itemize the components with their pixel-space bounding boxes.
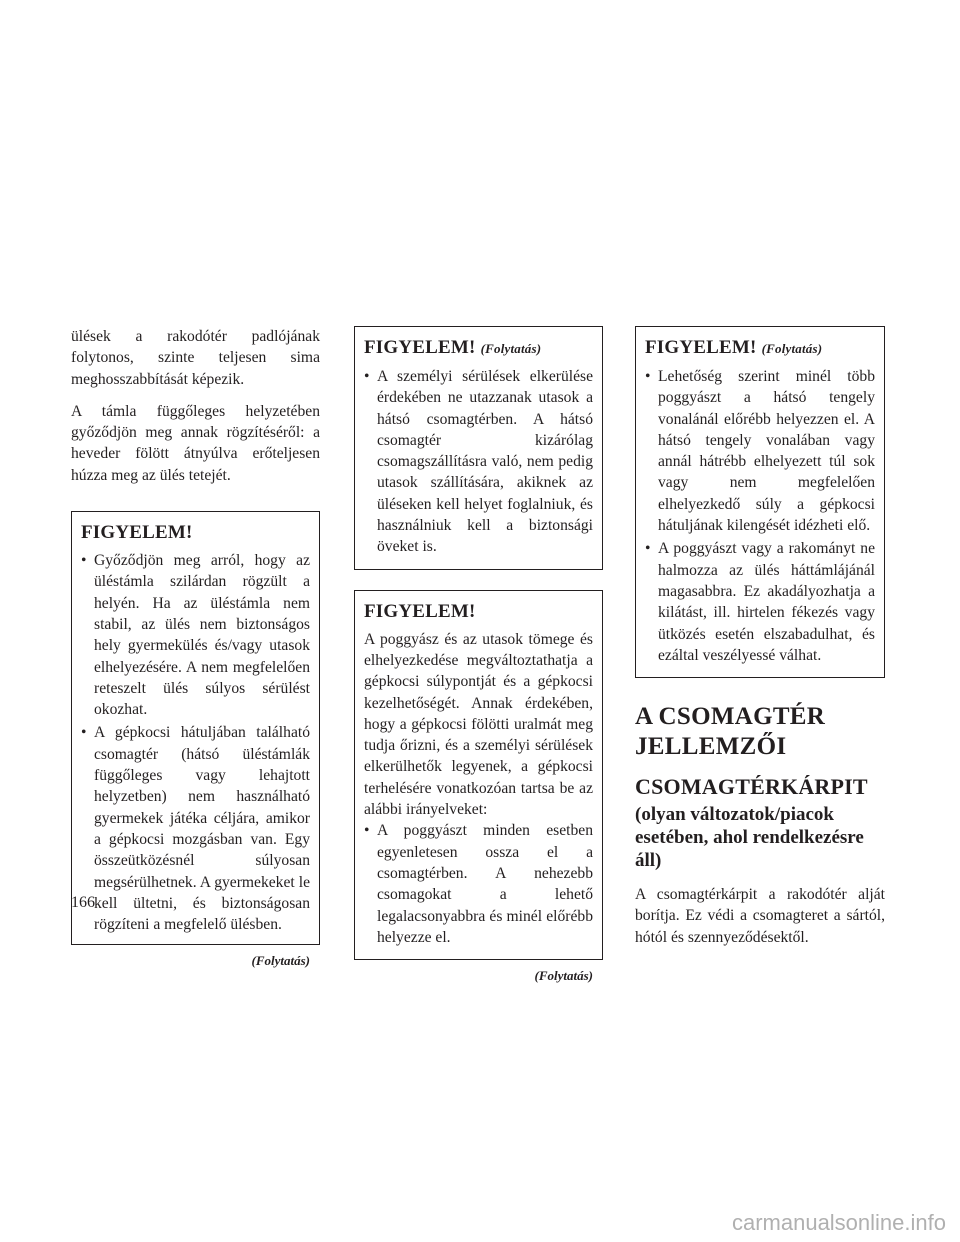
- paragraph-seatback-lock: A támla függőleges helyzetében győződjön meg annak rögzítéséről: a heveder fölött átnyúlva erőteljesen húzza meg az ülés tetejét.: [71, 402, 320, 484]
- subsection-title: CSOMAGTÉRKÁRPIT: [635, 774, 868, 800]
- warning-bullet: • Győződjön meg arról, hogy az üléstámla szilárdan rögzült a helyén. Ha az üléstámla nem stabil, az ülés nem biztonságos hely gyermekülés és/vagy utasok elhelyezésére. A nem megfelelően reteszelt ülés súlyos sérülést okozhat.: [81, 550, 310, 720]
- warning-title: [364, 337, 593, 360]
- warning-bullet: • A poggyászt vagy a rakományt ne halmozza az ülés háttámlájánál magasabbra. Ez akadályozhatja a kilátást, ill. hirtelen fékezés vagy ütközés esetén elszabadulhat, és ezáltal veszélyessé válhat.: [645, 538, 875, 666]
- warning-list: [364, 366, 593, 558]
- warning-bullet: • Lehetőség szerint minél több poggyászt a hátsó tengely vonalánál előrébb helyezzen el. A hátsó tengely vonalában vagy annál hátrébb elhelyezett túl sok vagy nem megfelelően elhelyezkedő súly a gépkocsi hátuljának kilengését idézheti elő.: [645, 366, 875, 536]
- warning-list: [645, 366, 875, 666]
- warning-box-3: [354, 590, 603, 960]
- warning-title-continued: (Folytatás): [761, 341, 823, 356]
- page-number: 166: [71, 894, 95, 911]
- subsection-availability-note: (olyan változatok/piacok esetében, ahol rendelkezésre áll): [635, 804, 864, 872]
- column-left: [71, 326, 320, 972]
- column-middle: [354, 326, 603, 986]
- warning-intro: A poggyász és az utasok tömege és elhelyezkedése megváltoztathatja a gépkocsi súlypontját és a gépkocsi kezelhetőségét. Annak érdekében, hogy a gépkocsi fölötti uralmát meg tudja őrizni, és a személyi sérülések elkerülhetők legyenek, a gépkocsi terhelésére vonatkozóan tartsa be az alábbi irányelveket:: [364, 630, 593, 819]
- warning-box-1: [71, 511, 320, 945]
- warning-title: FIGYELEM!: [364, 600, 476, 622]
- warning-list: [364, 820, 593, 948]
- continued-label: (Folytatás): [251, 953, 310, 969]
- paragraph-seat-extension: ülések a rakodótér padlójának folytonos, szinte teljesen sima meghosszabbítását képezik.: [71, 328, 320, 388]
- warning-list: [81, 550, 310, 935]
- column-right: [635, 326, 885, 959]
- paragraph-cargo-mat: A csomagtérkárpit a rakodótér alját borítja. Ez védi a csomagteret a sártól, hótól és szennyeződésektől.: [635, 886, 885, 946]
- warning-box-2: [354, 326, 603, 570]
- section-title: A CSOMAGTÉR JELLEMZŐI: [635, 703, 826, 761]
- warning-title-text: FIGYELEM!: [645, 337, 757, 358]
- warning-bullet: • A poggyászt minden esetben egyenletesen ossza el a csomagtérben. A nehezebb csomagokat a lehető legalacsonyabbra és minél előrébb helyezze el.: [364, 820, 593, 948]
- warning-bullet: • A gépkocsi hátuljában található csomagtér (hátsó üléstámlák függőleges vagy lehajtott helyzetben) nem használható gyermekek játéka céljára, amikor a gépkocsi mozgásban van. Egy összeütközésnél súlyosan megsérülhetnek. A gyermekeket le kell ültetni, és biztonságosan rögzíteni a megfelelő ülésben.: [81, 722, 310, 935]
- warning-bullet: • A személyi sérülések elkerülése érdekében ne utazzanak utasok a hátsó csomagtérben. A hátsó csomagtér kizárólag csomagszállításra való, nem pedig utasok szállítására, akiknek az üléseken kell helyet foglalniuk, és használniuk kell a biztonsági öveket is.: [364, 366, 593, 558]
- warning-title-continued: (Folytatás): [480, 341, 542, 356]
- warning-title: [645, 337, 875, 360]
- warning-box-4: [635, 326, 885, 678]
- warning-title: FIGYELEM!: [81, 522, 193, 544]
- watermark: carmanualsonline.info: [731, 1210, 946, 1235]
- continued-label: (Folytatás): [534, 968, 593, 984]
- warning-title-text: FIGYELEM!: [364, 337, 476, 358]
